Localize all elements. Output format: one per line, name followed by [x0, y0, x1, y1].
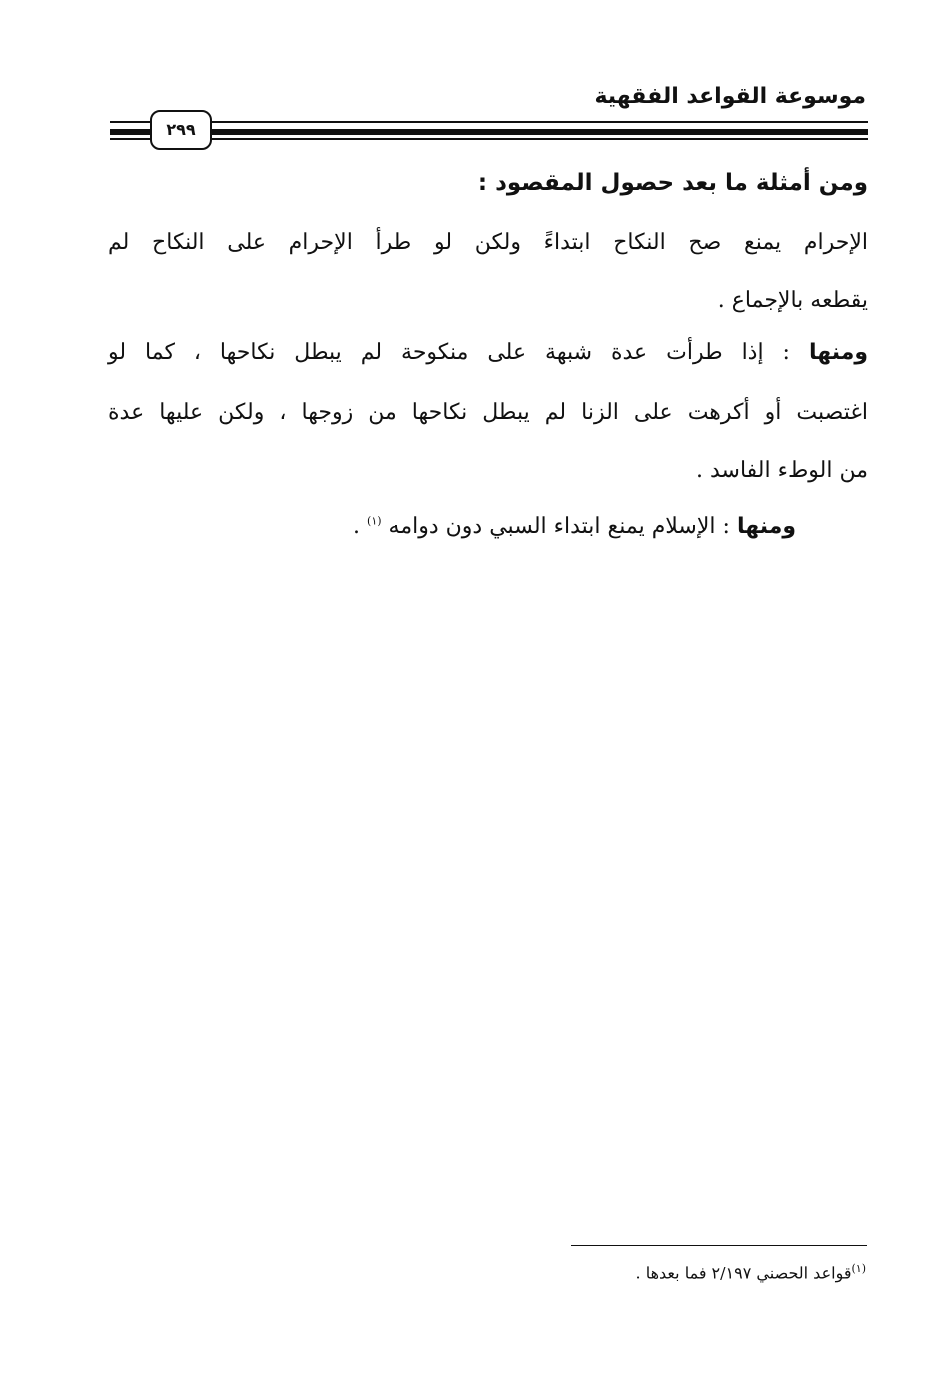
running-head-title: موسوعة القواعد الفقهية [594, 84, 866, 109]
paragraph-2-line-1 [108, 340, 868, 365]
paragraph-3-label: ومنها [736, 514, 796, 539]
header-rule-thin [110, 121, 868, 123]
paragraph-3-text: : الإسلام يمنع ابتداء السبي دون دوامه [388, 514, 730, 539]
paragraph-2-line-1-text: : إذا طرأت عدة شبهة على منكوحة لم يبطل نكاحها ، كما لو [108, 340, 790, 365]
paragraph-3-end: . [353, 514, 361, 539]
footnote-reference: (١) [367, 514, 382, 528]
footnote-marker: (١) [851, 1262, 866, 1275]
paragraph-1-line-1: الإحرام يمنع صح النكاح ابتداءً ولكن لو طرأ الإحرام على النكاح لم [108, 230, 868, 255]
footnote [636, 1262, 866, 1282]
paragraph-3 [353, 514, 796, 539]
header-rule-bottom [110, 138, 868, 140]
page-number: ٢٩٩ [150, 110, 212, 150]
header-rule-thick [110, 129, 868, 135]
section-heading: ومن أمثلة ما بعد حصول المقصود : [477, 170, 868, 196]
paragraph-2-line-3: من الوطء الفاسد . [695, 458, 868, 483]
paragraph-2-line-2: اغتصبت أو أكرهت على الزنا لم يبطل نكاحها من زوجها ، ولكن عليها عدة [108, 400, 868, 425]
paragraph-1-line-2: يقطعه بالإجماع . [717, 288, 868, 313]
paragraph-2-label: ومنها [808, 340, 868, 365]
footnote-rule [571, 1245, 867, 1246]
footnote-text: قواعد الحصني ٢/١٩٧ فما بعدها . [635, 1263, 852, 1283]
